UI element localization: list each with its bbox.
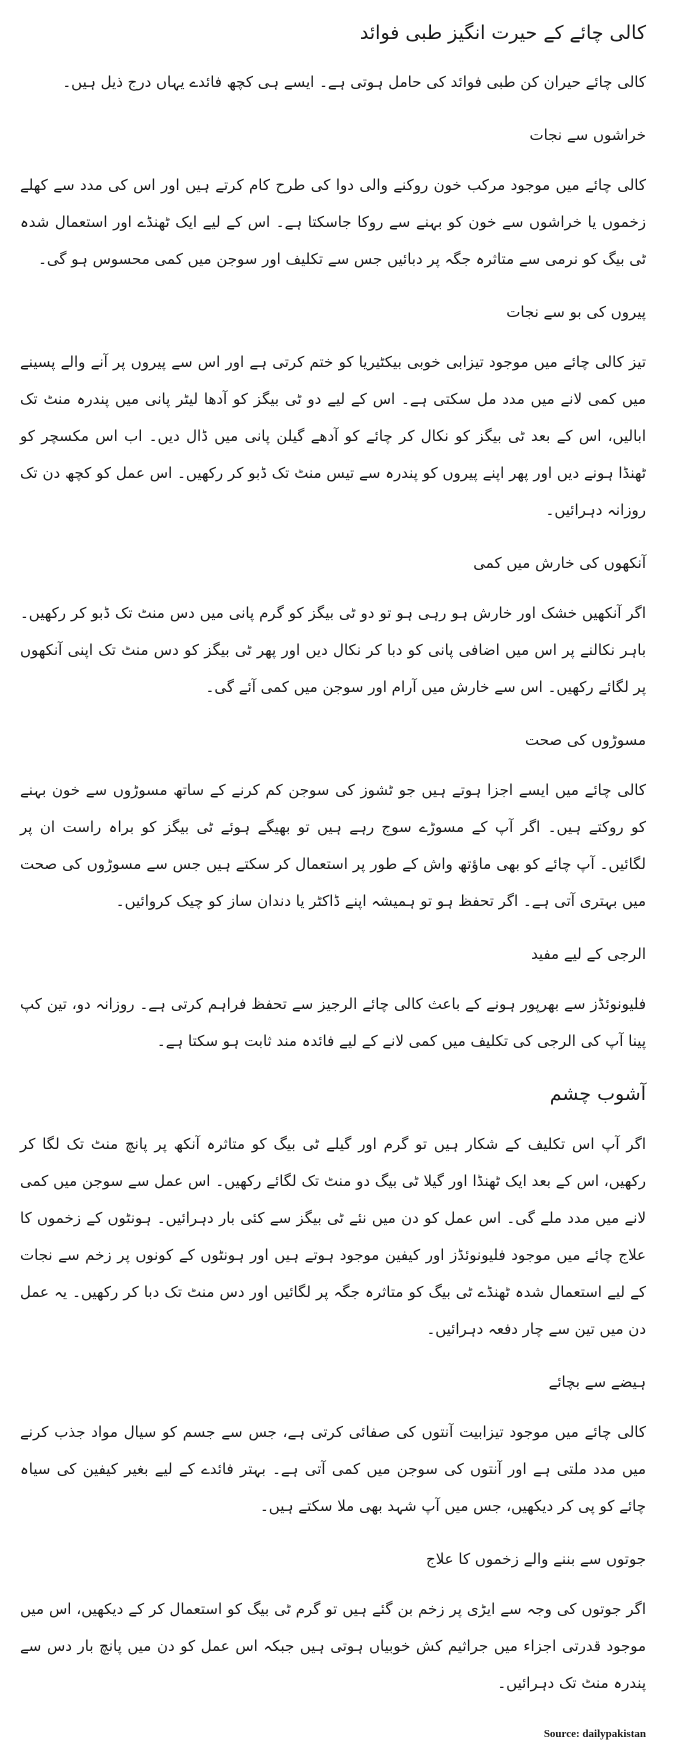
section-heading: جوتوں سے بننے والے زخموں کا علاج bbox=[426, 1550, 646, 1568]
section-heading: پیروں کی بو سے نجات bbox=[506, 303, 646, 321]
section-heading: آنکھوں کی خارش میں کمی bbox=[473, 554, 646, 572]
section-heading: مسوڑوں کی صحت bbox=[525, 731, 646, 749]
section-paragraph: کالی چائے میں ایسے اجزا ہوتے ہیں جو ٹشوز کی سوجن کم کرنے کے ساتھ مسوڑوں سے خون بہنے کو روکتے ہیں۔ اگر آپ کے مسوڑے سوج رہے ہیں تو بھیگے ہوئے ٹی بیگز کو براہ راست ان پر لگائیں۔ آپ چائے کو بھی ماؤتھ واش کے طور پر استعمال کر سکتے ہیں جس سے مسوڑوں کی صحت میں بہتری آتی ہے۔ اگر تحفظ ہو تو ہمیشہ اپنے ڈاکٹر یا دندان ساز کو چیک کروائیں۔ bbox=[20, 781, 646, 910]
section-paragraph: کالی چائے میں موجود تیزابیت آنتوں کی صفائی کرتی ہے، جس سے جسم کو سیال مواد جذب کرنے میں مدد ملتی ہے اور آنتوں کی سوجن میں کمی آتی ہے۔ بہتر فائدے کے لیے بغیر کیفین کی سیاہ چائے کو پی کر دیکھیں، جس میں آپ شہد بھی ملا سکتے ہیں۔ bbox=[20, 1423, 646, 1515]
source-credit: Source: dailypakistan bbox=[543, 1728, 646, 1740]
article-title: کالی چائے کے حیرت انگیز طبی فوائد bbox=[359, 22, 646, 44]
section-paragraph: اگر جوتوں کی وجہ سے ایڑی پر زخم بن گئے ہیں تو گرم ٹی بیگ کو استعمال کر کے دیکھیں، اس میں موجود قدرتی اجزاء میں جراثیم کش خوبیاں ہوتی ہیں جبکہ اس عمل کو دن میں پانچ بار دس سے پندرہ منٹ تک دہرائیں۔ bbox=[20, 1600, 646, 1692]
section-heading: خراشوں سے نجات bbox=[529, 126, 646, 144]
section-heading: ہیضے سے بچائے bbox=[548, 1373, 646, 1391]
section-heading: آشوب چشم bbox=[549, 1083, 646, 1105]
section-paragraph: اگر آنکھیں خشک اور خارش ہو رہی ہو تو دو ٹی بیگز کو گرم پانی میں دس منٹ تک ڈبو کر رکھیں۔ باہر نکالنے پر اس میں اضافی پانی کو دبا کر نکال دیں اور پھر ٹی بیگز کو دس منٹ تک اپنی آنکھوں پر لگائے رکھیں۔ اس سے خارش میں آرام اور سوجن میں کمی آئے گی۔ bbox=[20, 604, 646, 696]
section-paragraph: فلیونوئڈز سے بھرپور ہونے کے باعث کالی چائے الرجیز سے تحفظ فراہم کرتی ہے۔ روزانہ دو، تین کپ پینا آپ کی الرجی کی تکلیف میں کمی لانے کے لیے فائدہ مند ثابت ہو سکتا ہے۔ bbox=[20, 995, 646, 1050]
section-heading: الرجی کے لیے مفید bbox=[531, 945, 646, 963]
section-paragraph: کالی چائے میں موجود مرکب خون روکنے والی دوا کی طرح کام کرتے ہیں اور اس کی مدد سے کھلے زخموں یا خراشوں سے خون کو بہنے سے روکا جاسکتا ہے۔ اس کے لیے ایک ٹھنڈے اور استعمال شدہ ٹی بیگ کو نرمی سے متاثرہ جگہ پر دبائیں جس سے تکلیف اور سوجن میں کمی محسوس ہو گی۔ bbox=[20, 176, 646, 268]
section-paragraph: اگر آپ اس تکلیف کے شکار ہیں تو گرم اور گیلے ٹی بیگ کو متاثرہ آنکھ پر پانچ منٹ تک لگا کر رکھیں، اس کے بعد ایک ٹھنڈا اور گیلا ٹی بیگ دو منٹ تک لگائے رکھیں۔ اس عمل سے سوجن میں کمی لانے میں مدد ملے گی۔ اس عمل کو دن میں نئے ٹی بیگز سے کئی بار دہرائیں۔ ہونٹوں کے زخموں کا علاج چائے میں موجود فلیونوئڈز اور کیفین موجود ہوتے ہیں اور ہونٹوں کے کونوں پر زخم سے نجات کے لیے استعمال شدہ ٹھنڈے ٹی بیگ کو متاثرہ جگہ پر لگائیں اور دس منٹ تک دبا کر رکھیں۔ یہ عمل دن میں تین سے چار دفعہ دہرائیں۔ bbox=[20, 1135, 646, 1338]
intro-paragraph: کالی چائے حیران کن طبی فوائد کی حامل ہوتی ہے۔ ایسے ہی کچھ فائدے یہاں درج ذیل ہیں۔ bbox=[62, 73, 646, 91]
section-paragraph: تیز کالی چائے میں موجود تیزابی خوبی بیکٹیریا کو ختم کرتی ہے اور اس سے پیروں پر آنے والے پسینے میں کمی لانے میں مدد مل سکتی ہے۔ اس کے لیے دو ٹی بیگز کو آدھا لیٹر پانی میں پندرہ منٹ تک ابالیں، اس کے بعد ٹی بیگز کو نکال کر چائے کو آدھے گیلن پانی میں ڈال دیں۔ اب اس مکسچر کو ٹھنڈا ہونے دیں اور پھر اپنے پیروں کو پندرہ سے تیس منٹ تک ڈبو کر رکھیں۔ اس عمل کو کچھ دن تک روزانہ دہرائیں۔ bbox=[20, 353, 646, 519]
